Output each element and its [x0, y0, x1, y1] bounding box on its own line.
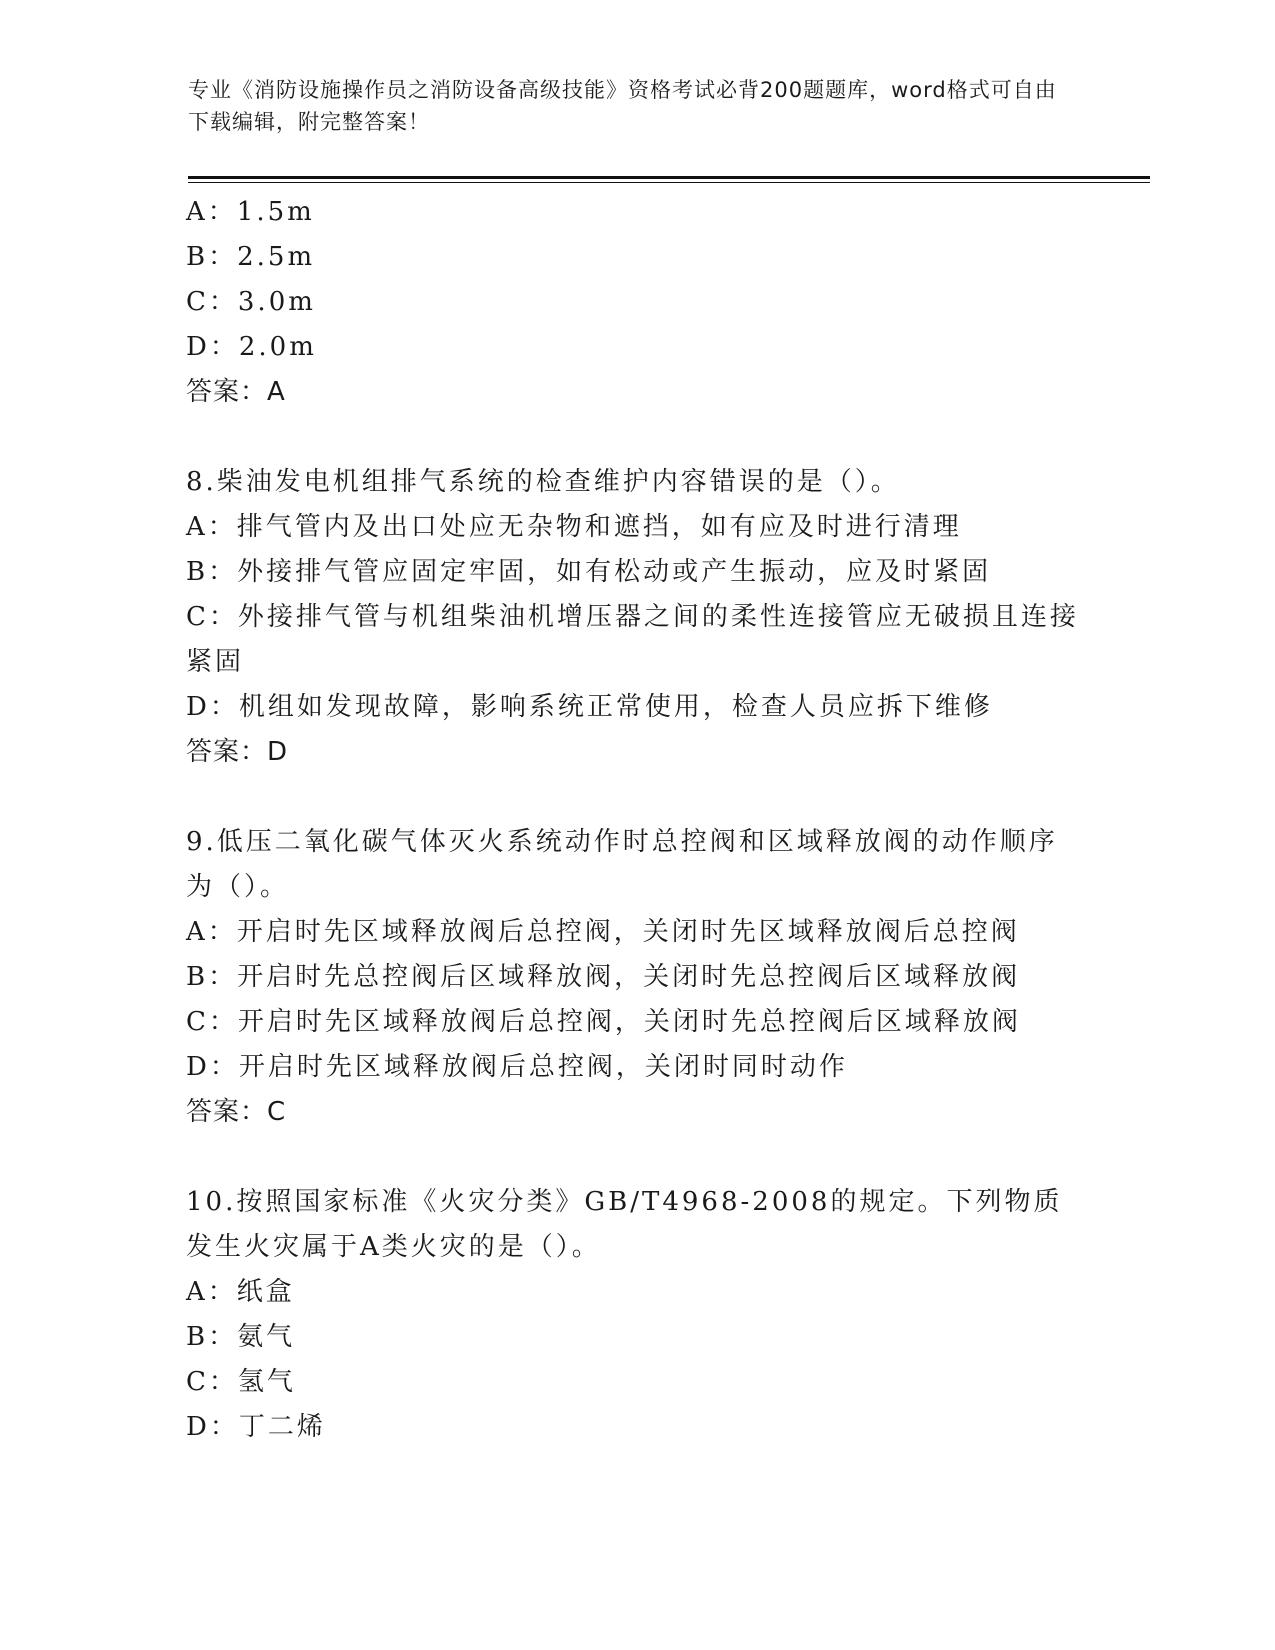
question-7 — [186, 190, 1086, 415]
answer-label: 答案：C — [186, 1097, 287, 1127]
document-header-title: 专业《消防设施操作员之消防设备高级技能》资格考试必背200题题库，word格式可自由下载编辑，附完整答案！ — [188, 78, 1057, 134]
header-divider-thin — [188, 182, 1150, 183]
question-list — [186, 190, 1086, 1450]
option-a: A：开启时先区域释放阀后总控阀，关闭时先区域释放阀后总控阀 — [186, 917, 1020, 947]
option-a: A：纸盒 — [186, 1277, 295, 1307]
option-d: D：开启时先区域释放阀后总控阀，关闭时同时动作 — [186, 1052, 848, 1082]
option-b: B：2.5m — [186, 242, 316, 272]
question-stem: 9.低压二氧化碳气体灭火系统动作时总控阀和区域释放阀的动作顺序为（）。 — [186, 827, 1058, 902]
option-c: C：外接排气管与机组柴油机增压器之间的柔性连接管应无破损且连接紧固 — [186, 602, 1079, 677]
question-stem: 8.柴油发电机组排气系统的检查维护内容错误的是（）。 — [186, 467, 900, 497]
option-a: A：排气管内及出口处应无杂物和遮挡，如有应及时进行清理 — [186, 512, 962, 542]
option-d: D：2.0m — [186, 332, 317, 362]
option-c: C：3.0m — [186, 287, 316, 317]
header-divider-thick — [188, 176, 1150, 179]
question-8 — [186, 460, 1086, 775]
option-b: B：氨气 — [186, 1322, 296, 1352]
option-b: B：开启时先总控阀后区域释放阀，关闭时先总控阀后区域释放阀 — [186, 962, 1021, 992]
option-c: C：氢气 — [186, 1367, 296, 1397]
answer-label: 答案：D — [186, 737, 289, 767]
option-b: B：外接排气管应固定牢固，如有松动或产生振动，应及时紧固 — [186, 557, 992, 587]
question-10 — [186, 1180, 1086, 1450]
question-9 — [186, 820, 1086, 1135]
option-c: C：开启时先区域释放阀后总控阀，关闭时先总控阀后区域释放阀 — [186, 1007, 1021, 1037]
option-d: D：机组如发现故障，影响系统正常使用，检查人员应拆下维修 — [186, 692, 993, 722]
option-d: D：丁二烯 — [186, 1412, 326, 1442]
option-a: A：1.5m — [186, 197, 315, 227]
answer-label: 答案：A — [186, 377, 286, 407]
question-stem: 10.按照国家标准《火灾分类》GB/T4968-2008的规定。下列物质发生火灾属于A类火灾的是（）。 — [186, 1187, 1063, 1262]
